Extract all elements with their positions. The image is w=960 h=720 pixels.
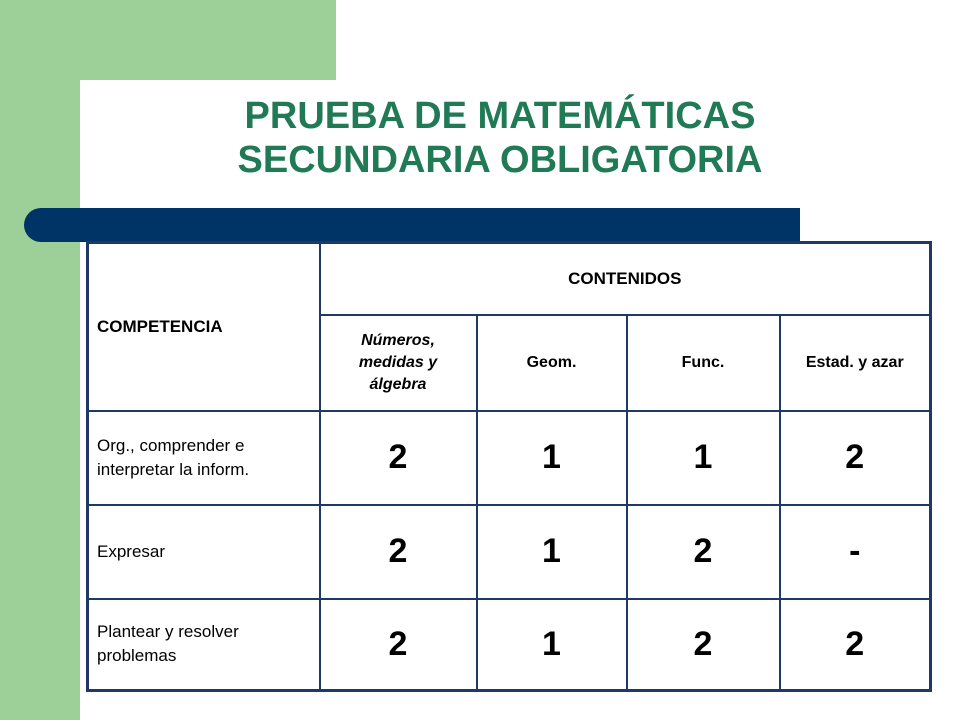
column-header-geom: Geom. — [477, 315, 627, 411]
contenidos-header: CONTENIDOS — [320, 243, 931, 315]
cell-value: 2 — [320, 505, 477, 599]
competencies-table — [86, 241, 932, 692]
header-row-1 — [88, 243, 931, 315]
slide-title — [100, 94, 900, 182]
green-top-block — [80, 0, 336, 80]
cell-value: 2 — [320, 411, 477, 505]
title-divider-bar — [24, 208, 800, 242]
cell-value: 1 — [627, 411, 780, 505]
cell-value: 2 — [627, 505, 780, 599]
cell-value: 2 — [780, 411, 931, 505]
green-sidebar-strip — [0, 0, 80, 720]
cell-value: 1 — [477, 599, 627, 691]
column-header-func: Func. — [627, 315, 780, 411]
title-line-1: PRUEBA DE MATEMÁTICAS — [244, 95, 756, 137]
cell-value: 2 — [627, 599, 780, 691]
table-row — [88, 411, 931, 505]
table-row — [88, 505, 931, 599]
cell-value: 1 — [477, 411, 627, 505]
competencia-header: COMPETENCIA — [88, 243, 320, 411]
row-label: Org., comprender e interpretar la inform. — [88, 411, 320, 505]
cell-value: - — [780, 505, 931, 599]
row-label: Plantear y resolver problemas — [88, 599, 320, 691]
column-header-estad: Estad. y azar — [780, 315, 931, 411]
row-label: Expresar — [88, 505, 320, 599]
cell-value: 1 — [477, 505, 627, 599]
table-row — [88, 599, 931, 691]
cell-value: 2 — [780, 599, 931, 691]
column-header-numeros: Números, medidas y álgebra — [320, 315, 477, 411]
title-line-2: SECUNDARIA OBLIGATORIA — [237, 139, 763, 181]
cell-value: 2 — [320, 599, 477, 691]
